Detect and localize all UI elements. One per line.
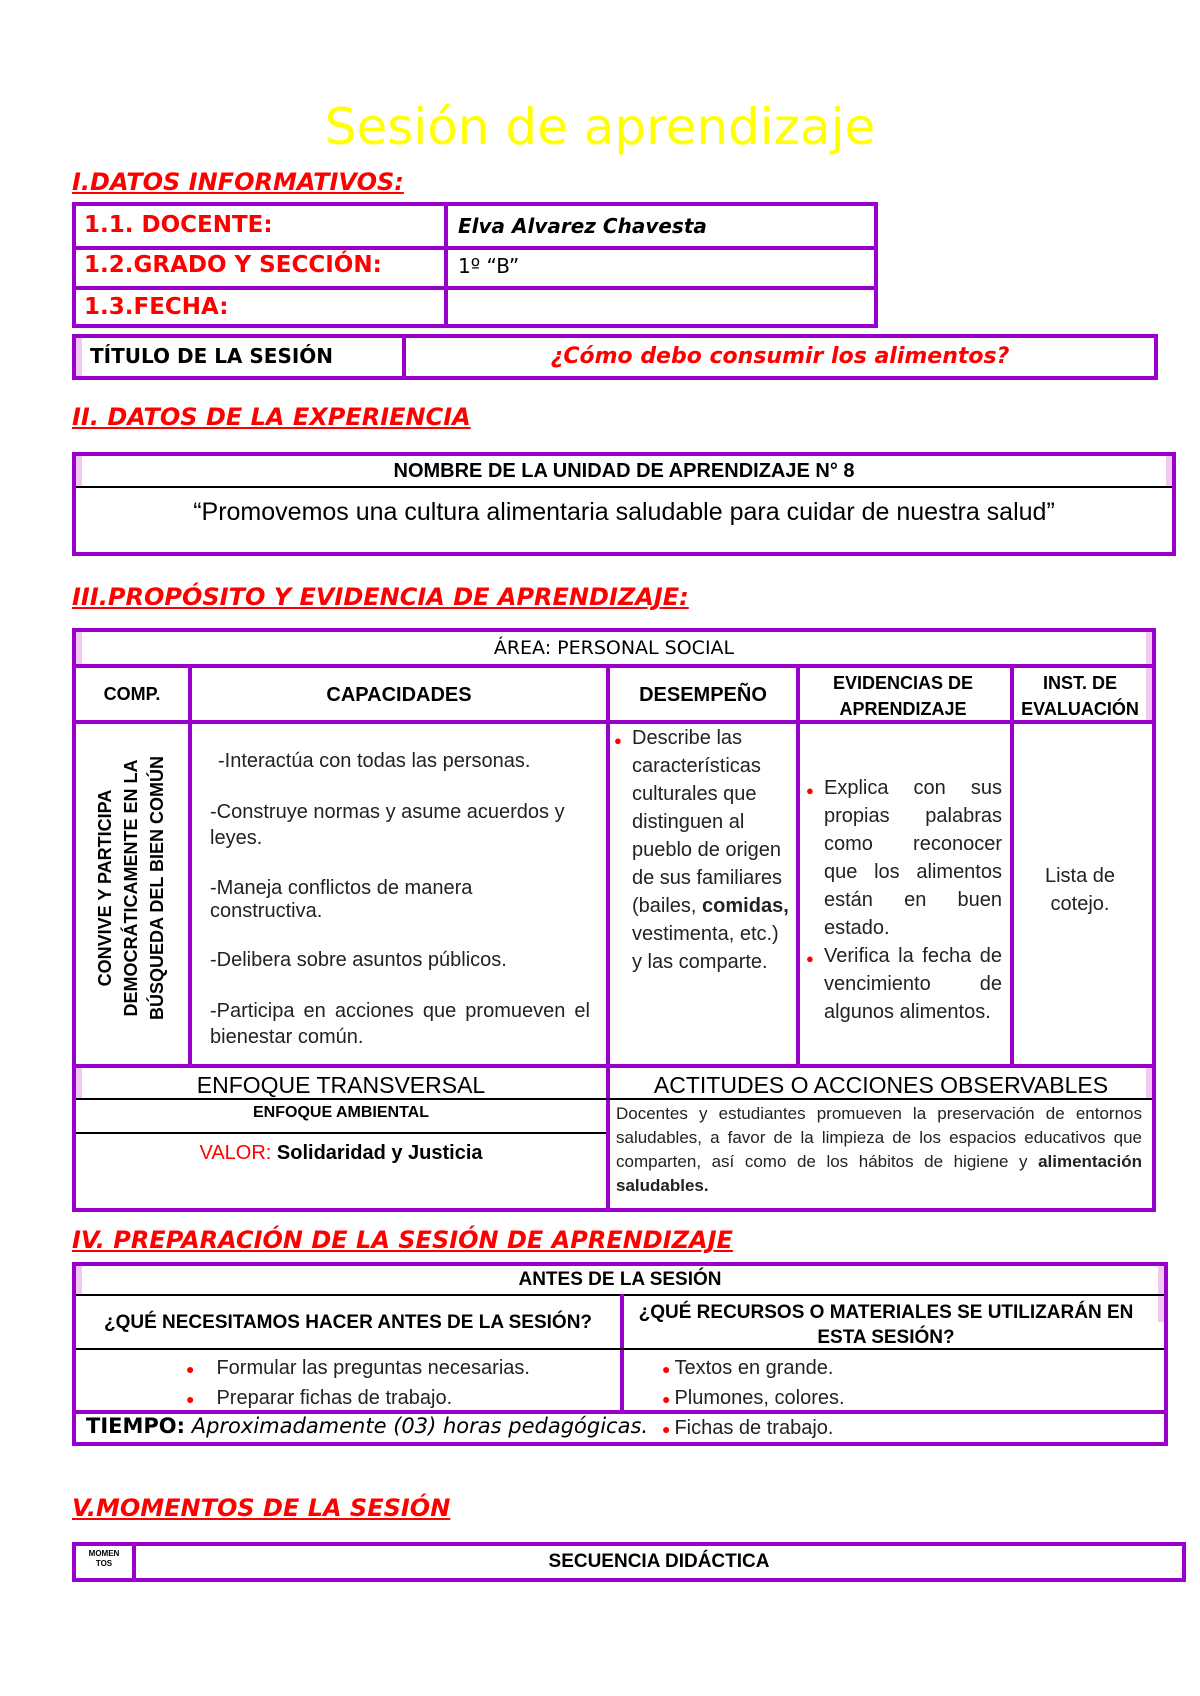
evidencia-item: ● Verifica la fecha de vencimiento de algunos alimentos. (806, 942, 1002, 1026)
hacer-item: ● Formular las preguntas necesarias. (186, 1357, 530, 1379)
col-secuencia: SECUENCIA DIDÁCTICA (548, 1551, 770, 1572)
grado-value: 1º “B” (458, 254, 520, 278)
valor-value: Solidaridad y Justicia (276, 1142, 483, 1164)
col-hacer: ¿QUÉ NECESITAMOS HACER ANTES DE LA SESIÓN? (103, 1312, 593, 1333)
capacidad-item: -Maneja conflictos de manera constructiva. (210, 877, 473, 922)
capacidad-item: -Participa en acciones que promueven el bienestar común. (210, 1000, 590, 1048)
desempeno-part: Describe las características culturales que distinguen al pueblo de origen de sus familiares (bailes, (632, 727, 783, 917)
experiencia-table (72, 452, 1176, 556)
capacidades-list (210, 750, 590, 1050)
enfoque-name: ENFOQUE AMBIENTAL (253, 1104, 429, 1121)
actitudes-text (616, 1102, 1142, 1198)
col-comp: COMP. (103, 684, 161, 704)
tiempo-row (86, 1414, 648, 1438)
titulo-value: ¿Cómo debo consumir los alimentos? (550, 344, 1010, 369)
titulo-sesion-row (72, 334, 1158, 380)
evidencias-list (806, 774, 1002, 1026)
docente-value: Elva Alvarez Chavesta (458, 214, 707, 238)
section-heading-momentos: V.MOMENTOS DE LA SESIÓN (72, 1494, 451, 1522)
recursos-list (662, 1354, 1142, 1444)
col-instrumento: INST. DE EVALUACIÓN (1021, 673, 1139, 719)
col-capacidades: CAPACIDADES (326, 684, 472, 706)
proposito-table (72, 628, 1156, 1212)
docente-label: 1.1. DOCENTE: (84, 212, 273, 238)
capacidad-item: -Delibera sobre asuntos públicos. (210, 949, 507, 971)
valor-label: VALOR: (199, 1142, 272, 1164)
grado-label: 1.2.GRADO Y SECCIÓN: (84, 252, 382, 278)
desempeno-bold: comidas, (702, 895, 789, 917)
valor-row (76, 1142, 606, 1165)
actitudes-part: Docentes y estudiantes promueven la preservación de entornos saludables, a favor de la limpieza de los espacios educativos que comparten, así como de los hábitos de higiene y (616, 1104, 1142, 1171)
preparacion-header: ANTES DE LA SESIÓN (518, 1269, 722, 1290)
hacer-list (186, 1354, 606, 1414)
desempeno-part: vestimenta, etc.) y las comparte. (632, 923, 779, 973)
capacidad-item: -Construye normas y asume acuerdos y leyes. (210, 801, 565, 849)
actitudes-bold: alimentación saludables. (616, 1152, 1142, 1195)
preparacion-table (72, 1262, 1168, 1446)
datos-table (72, 202, 878, 328)
recurso-item: ● Fichas de trabajo. (662, 1417, 834, 1439)
col-evidencias: EVIDENCIAS DE APRENDIZAJE (832, 673, 974, 719)
desempeno-text (614, 724, 792, 976)
page-title: Sesión de aprendizaje (324, 98, 876, 156)
competencia-text: CONVIVE Y PARTICIPA DEMOCRÁTICAMENTE EN LA BÚSQUEDA DEL BIEN COMÚN (95, 756, 167, 1021)
titulo-label: TÍTULO DE LA SESIÓN (90, 344, 334, 368)
section-heading-datos-informativos: I.DATOS INFORMATIVOS: (72, 168, 404, 196)
tiempo-label: TIEMPO: (86, 1414, 186, 1438)
enfoque-header: ENFOQUE TRANSVERSAL (196, 1072, 486, 1098)
section-heading-preparacion: IV. PREPARACIÓN DE LA SESIÓN DE APRENDIZAJE (72, 1226, 733, 1254)
col-momentos: MOMEN TOS (88, 1549, 120, 1568)
actitudes-header: ACTITUDES O ACCIONES OBSERVABLES (653, 1072, 1109, 1098)
unidad-header: NOMBRE DE LA UNIDAD DE APRENDIZAJE N° 8 (393, 460, 855, 482)
evidencia-item: ● Explica con sus propias palabras como reconocer que los alimentos están en buen estado. (806, 774, 1002, 942)
section-heading-experiencia: II. DATOS DE LA EXPERIENCIA (72, 403, 471, 431)
fecha-label: 1.3.FECHA: (84, 294, 229, 320)
momentos-table (72, 1542, 1186, 1582)
section-heading-proposito: III.PROPÓSITO Y EVIDENCIA DE APRENDIZAJE: (72, 583, 689, 611)
col-desempeno: DESEMPEÑO (639, 684, 767, 706)
recurso-item: ● Textos en grande. (662, 1357, 834, 1379)
capacidad-item: -Interactúa con todas las personas. (218, 750, 531, 772)
area-header: ÁREA: PERSONAL SOCIAL (493, 637, 735, 659)
hacer-item: ● Preparar fichas de trabajo. (186, 1387, 453, 1409)
recurso-item: ● Plumones, colores. (662, 1387, 845, 1409)
unidad-value: “Promovemos una cultura alimentaria saludable para cuidar de nuestra salud” (193, 498, 1055, 526)
col-recursos: ¿QUÉ RECURSOS O MATERIALES SE UTILIZARÁN EN ESTA SESIÓN? (638, 1302, 1134, 1348)
tiempo-value: Aproximadamente (03) horas pedagógicas. (191, 1414, 649, 1438)
instrumento-text: Lista de cotejo. (1044, 865, 1116, 915)
